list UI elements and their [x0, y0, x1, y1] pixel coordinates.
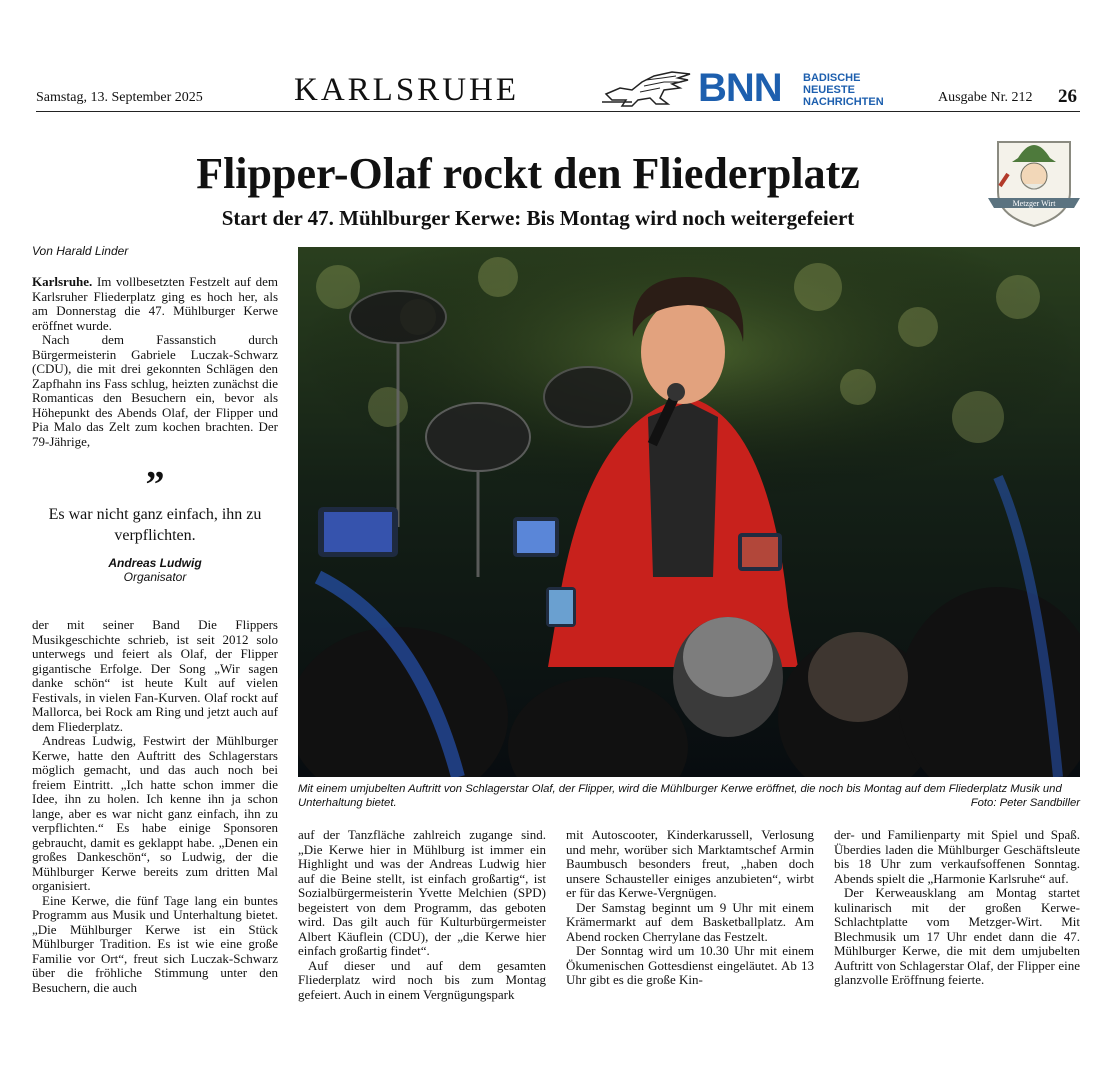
logo-subtitle: BADISCHE NEUESTE NACHRICHTEN — [803, 72, 884, 108]
masthead — [36, 66, 1080, 112]
quote-role: Organisator — [123, 570, 187, 584]
column-1-bottom — [32, 618, 278, 995]
caption-text: Mit einem umjubelten Auftritt von Schlagerstar Olaf, der Flipper, wird die Mühlburger Kerwe eröffnet, die noch bis Montag auf dem Fliederplatz Musik und Unterhaltung bietet. — [298, 783, 1062, 809]
metzger-wirt-badge-icon — [984, 128, 1084, 228]
article-header — [36, 148, 1080, 232]
issue-date: Samstag, 13. September 2025 — [36, 90, 203, 105]
paragraph: Nach dem Fassanstich durch Bürgermeisterin Gabriele Luczak-Schwarz (CDU), die mit drei gekonnten Schlägen den Zapfhahn ins Fass schlug, heizten zunächst die Romanticas den Besuchern ein, bevor als Höhepunkt des Abends Olaf, der Flipper und Pia Malo das Zelt zum kochen brachten. Der 79-Jährige, — [32, 332, 278, 449]
quote-author: Andreas Ludwig — [108, 556, 202, 570]
masthead-divider — [36, 111, 1080, 112]
paragraph: Der Sonntag wird um 10.30 Uhr mit einem Ökumenischen Gottesdienst eingeläutet. Ab 13 Uhr gibt es die große Kin- — [566, 943, 814, 987]
paragraph: mit Autoscooter, Kinderkarussell, Verlosung und mehr, worüber sich Marktamtschef Armin Baumbusch besonders freut, „haben doch unsere Schausteller einiges anzubieten“, wirbt er für das Kerwe-Vergnügen. — [566, 827, 814, 900]
griffin-icon — [602, 68, 694, 108]
quote-mark-icon: ” — [145, 464, 165, 506]
column-1-top — [32, 275, 278, 449]
paragraph: der- und Familienparty mit Spiel und Spaß. Überdies laden die Mühlburger Geschäftsleute bis 18 Uhr zum verkaufsoffenen Sonntag. Abends spielt die „Harmonie Karlsruhe“ auf. — [834, 827, 1080, 886]
concert-photo-image — [298, 247, 1080, 777]
page-number: 26 — [1058, 86, 1077, 107]
photo-credit: Foto: Peter Sandbiller — [970, 797, 1080, 809]
paragraph: Der Kerweausklang am Montag startet kulinarisch mit der großen Kerwe-Schlachtplatte vom Metzger-Wirt. Mit Blechmusik um 17 Uhr endet dann die 47. Mühlburger Kerwe, die mit dem umjubelten Auftritt von Schlagerstar Olaf, der Flipper eine glanzvolle Eröffnung feierte. — [834, 885, 1080, 987]
headline: Flipper-Olaf rockt den Fliederplatz — [196, 149, 860, 198]
column-4 — [834, 828, 1080, 988]
paragraph: der mit seiner Band Die Flippers Musikgeschichte schrieb, ist seit 2012 solo unterwegs und feiert als Olaf, der Flipper gigantische Erfolge. Der Song „Wir sagen danke schön“ ist heute Kult auf vielen Festivals, in vielen Fan-Kurven. Olaf rockt auf Mallorca, bei Rock am Ring und jetzt auch auf dem Fliederplatz. — [32, 617, 278, 734]
paragraph: auf der Tanzfläche zahlreich zugange sind. „Die Kerwe hier in Mühlburg ist immer ein Highlight und was der Andreas Ludwig hier auf die Beine stellt, ist einfach großartig“, ist Sozialbürgermeisterin Yvette Melchien (SPD) begeistert von dem Programm, das geboten wird. Das gilt auch für Kulturbürgermeister Albert Käuflein (CDU), der „die Kerwe hier einfach großartig findet“. — [298, 827, 546, 958]
photo-caption — [298, 782, 1080, 810]
paragraph: Eine Kerwe, die fünf Tage lang ein buntes Programm aus Musik und Unterhaltung bietet. „Die Mühlburger Kerwe ist ein Stück Mühlburger Tradition. Es ist wie eine große Familie vor Ort“, freut sich Luczak-Schwarz über die fröhliche Stimmung unter den Besuchern, die auch — [32, 892, 278, 995]
article-photo — [298, 247, 1080, 777]
issue-number: Ausgabe Nr. 212 — [938, 90, 1033, 105]
byline: Von Harald Linder — [32, 244, 129, 258]
paragraph: Der Samstag beginnt um 9 Uhr mit einem Krämermarkt auf dem Basketballplatz. Am Abend rocken Cherrylane das Festzelt. — [566, 899, 814, 944]
pull-quote — [32, 464, 278, 584]
svg-text:Metzger Wirt: Metzger Wirt — [1012, 199, 1056, 208]
subheadline: Start der 47. Mühlburger Kerwe: Bis Montag wird noch weitergefeiert — [221, 206, 855, 230]
section-title: KARLSRUHE — [294, 72, 520, 108]
newspaper-logo — [602, 68, 902, 110]
column-3 — [566, 828, 814, 988]
column-2 — [298, 828, 546, 1002]
logo-bnn: BNN — [698, 66, 782, 110]
paragraph: Andreas Ludwig, Festwirt der Mühlburger Kerwe, hatte den Auftritt des Schlagerstars möglich gemacht, und das auch noch bei freiem Eintritt. „Ich hatte schon immer die Idee, ihn zu holen. Ich kenne ihn ja schon lange, aber es war nicht ganz einfach, ihn zu verpflichten.“ Es habe einige Sponsoren gebraucht, damit es geklappt habe. „Denen ein großes Dankeschön“, so Ludwig, der die Mühlburger Kerwe bereits zum dritten Mal organisiert. — [32, 733, 278, 893]
quote-text: Es war nicht ganz einfach, ihn zu verpflichten. — [48, 506, 262, 544]
paragraph: Auf dieser und auf dem gesamten Fliederplatz wird noch bis zum Montag gefeiert. Auch in einem Vergnügungspark — [298, 957, 546, 1002]
paragraph: Karlsruhe. Im vollbesetzten Festzelt auf dem Karlsruher Fliederplatz ging es hoch her, als am Donnerstag die 47. Mühlburger Kerwe eröffnet wurde. — [32, 274, 278, 333]
